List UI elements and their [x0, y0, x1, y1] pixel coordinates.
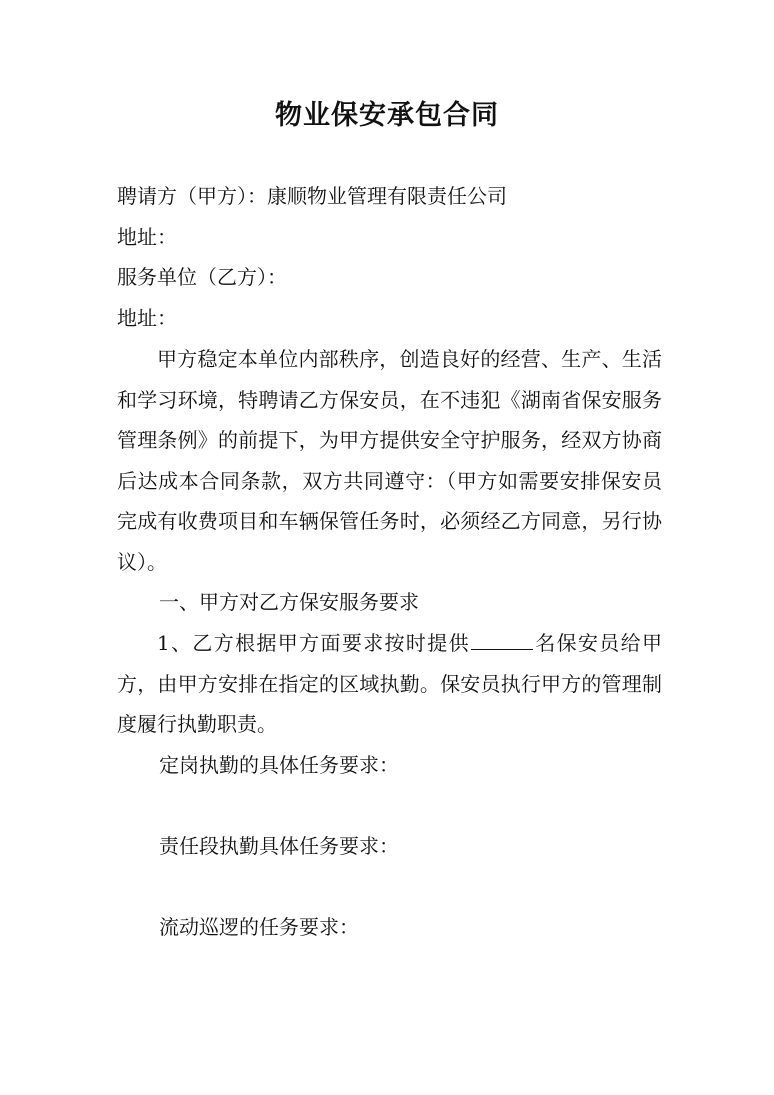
address-a-line: 地址：: [117, 225, 177, 249]
party-b-line: 服务单位（乙方）：: [117, 265, 287, 289]
fixed-post-requirements-label: 定岗执勤的具体任务要求：: [159, 753, 399, 777]
zone-duty-requirements-label: 责任段执勤具体任务要求：: [159, 834, 399, 858]
clause-1-paragraph: [117, 623, 662, 745]
address-b-line: 地址：: [117, 306, 177, 330]
clause-1-text-start: 1、乙方根据甲方面要求按时提供: [157, 631, 470, 655]
party-a-line: 聘请方（甲方）：康顺物业管理有限责任公司: [117, 184, 507, 208]
section-1-heading: 一、甲方对乙方保安服务要求: [159, 590, 419, 614]
preamble-paragraph: 甲方稳定本单位内部秩序，创造良好的经营、生产、生活和学习环境，特聘请乙方保安员，在不违犯《湖南省保安服务管理条例》的前提下，为甲方提供安全守护服务，经双方协商后达成本合同条款，双方共同遵守：（甲方如需要安排保安员完成有收费项目和车辆保管任务时，必须经乙方同意，另行协议）。: [117, 347, 662, 574]
page-title: 物业保安承包合同: [275, 100, 499, 131]
staff-count-blank: [471, 627, 533, 650]
patrol-requirements-label: 流动巡逻的任务要求：: [159, 915, 359, 939]
clause-1-text-end: 名保安员给甲方，由甲方安排在指定的区域执勤。保安员执行甲方的管理制度履行执勤职责。: [117, 631, 662, 736]
